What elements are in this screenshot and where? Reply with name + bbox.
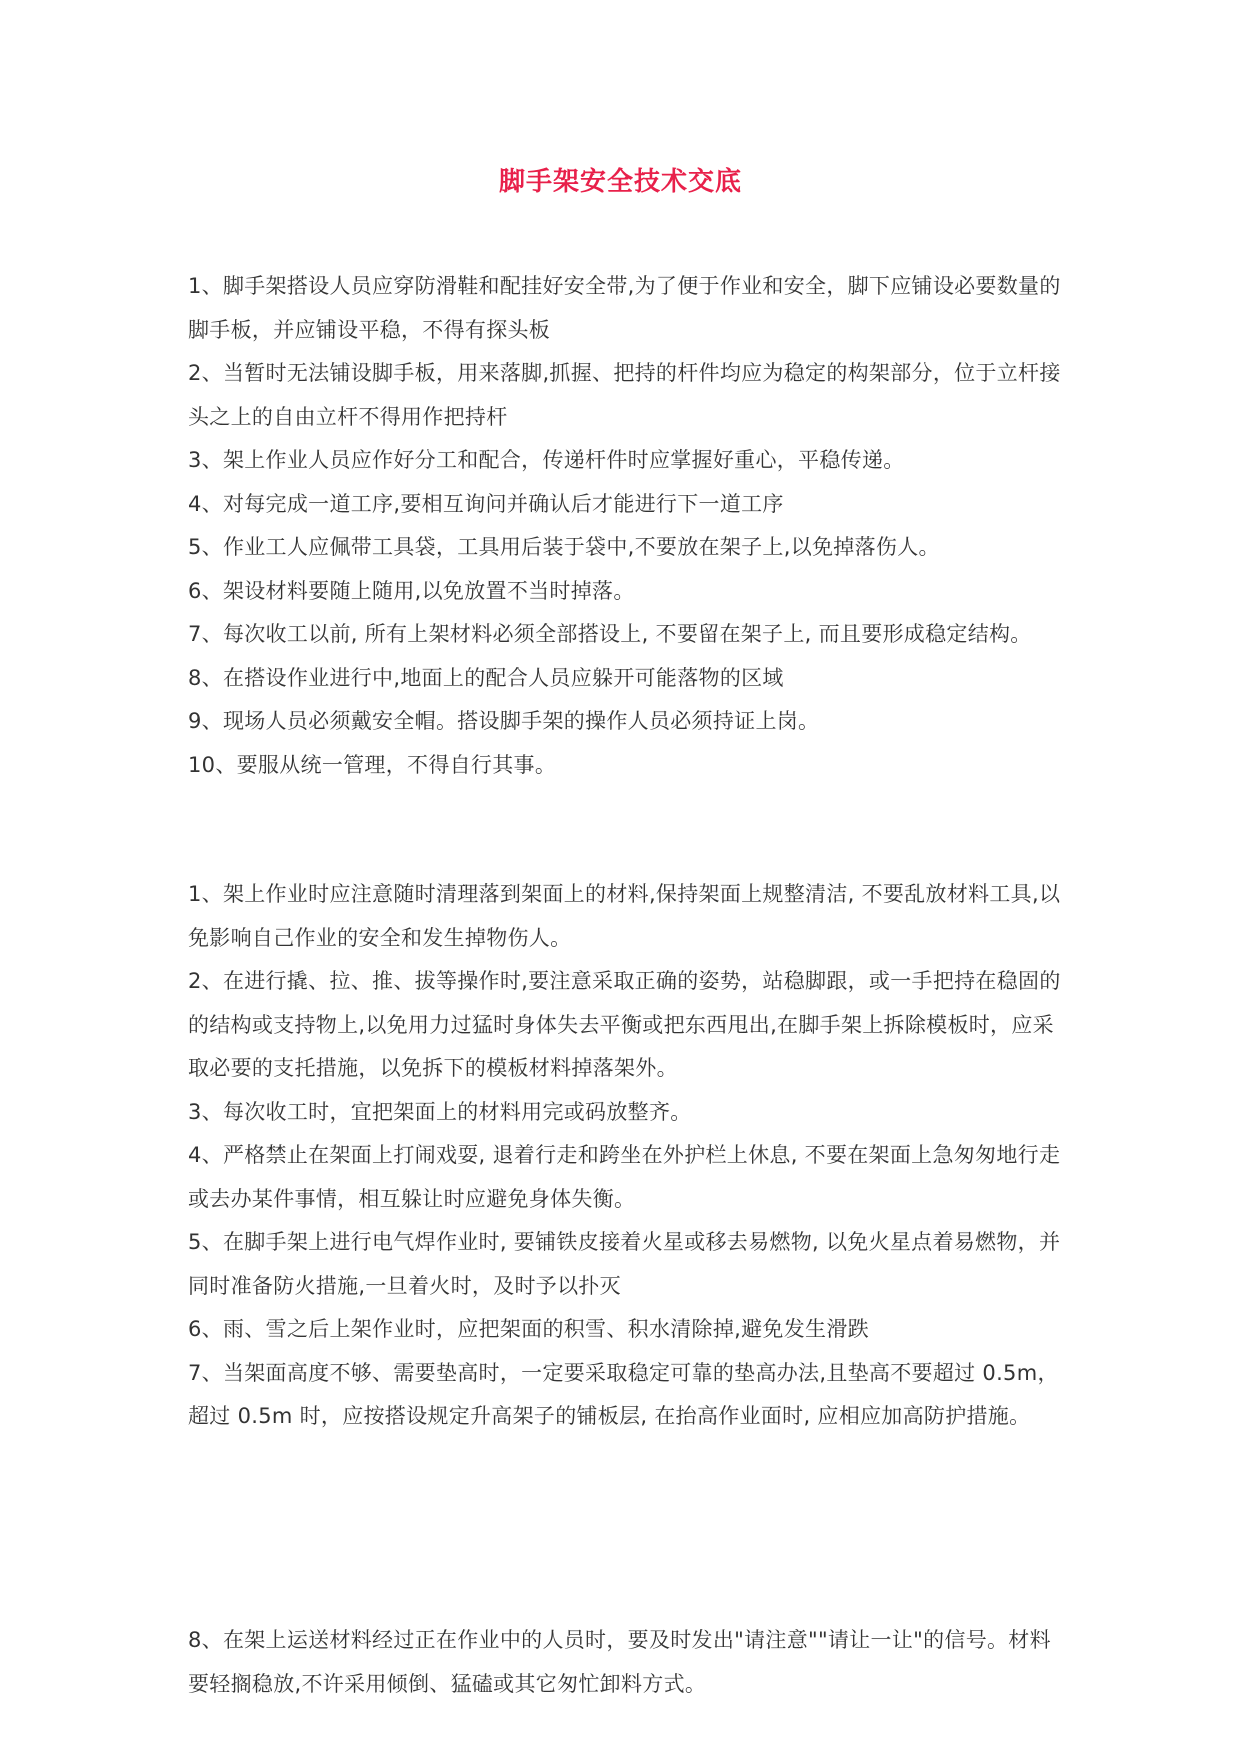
instruction-item: 8、在架上运送材料经过正在作业中的人员时，要及时发出"请注意""请让一让"的信号。材料要轻搁稳放,不许采用倾倒、猛磕或其它匆忙卸料方式。 [188,1628,1051,1696]
instruction-item: 5、在脚手架上进行电气焊作业时, 要铺铁皮接着火星或移去易燃物, 以免火星点着易燃物，并同时准备防火措施,一旦着火时，及时予以扑灭 [188,1230,1061,1298]
instruction-section-3 [188,1619,1068,1706]
instruction-item: 1、架上作业时应注意随时清理落到架面上的材料,保持架面上规整清洁, 不要乱放材料工具,以免影响自己作业的安全和发生掉物伤人。 [188,882,1061,950]
instruction-item: 6、雨、雪之后上架作业时，应把架面的积雪、积水清除掉,避免发生滑跌 [188,1317,869,1341]
instruction-item: 3、每次收工时，宜把架面上的材料用完或码放整齐。 [188,1099,692,1124]
instruction-item: 10、要服从统一管理，不得自行其事。 [188,752,557,777]
instruction-item: 2、在进行撬、拉、推、拔等操作时,要注意采取正确的姿势，站稳脚跟，或一手把持在稳固的的结构或支持物上,以免用力过猛时身体失去平衡或把东西甩出,在脚手架上拆除模板时，应采取必要的支托措施，以免拆下的模板材料掉落架外。 [188,969,1061,1080]
document-title: 脚手架安全技术交底 [498,167,742,197]
instruction-item: 4、对每完成一道工序,要相互询问并确认后才能进行下一道工序 [188,491,784,516]
instruction-item: 4、严格禁止在架面上打闹戏耍, 退着行走和跨坐在外护栏上休息, 不要在架面上急匆匆地行走或去办某件事情，相互躲让时应避免身体失衡。 [188,1143,1061,1211]
instruction-item: 7、每次收工以前, 所有上架材料必须全部搭设上, 不要留在架子上, 而且要形成稳定结构。 [188,622,1032,646]
instruction-item: 2、当暂时无法铺设脚手板，用来落脚,抓握、把持的杆件均应为稳定的构架部分，位于立杆接头之上的自由立杆不得用作把持杆 [188,361,1061,429]
instruction-section-1 [188,265,1068,787]
instruction-item: 7、当架面高度不够、需要垫高时，一定要采取稳定可靠的垫高办法,且垫高不要超过 0.5m，超过 0.5m 时，应按搭设规定升高架子的铺板层, 在抬高作业面时, 应相应加高防护措施。 [188,1360,1059,1428]
instruction-item: 6、架设材料要随上随用,以免放置不当时掉落。 [188,578,635,603]
instruction-section-2 [188,873,1068,1439]
instruction-item: 5、作业工人应佩带工具袋，工具用后装于袋中,不要放在架子上,以免掉落伤人。 [188,535,940,559]
instruction-item: 9、现场人员必须戴安全帽。搭设脚手架的操作人员必须持证上岗。 [188,709,820,733]
instruction-item: 3、架上作业人员应作好分工和配合，传递杆件时应掌握好重心，平稳传递。 [188,448,905,472]
instruction-item: 1、脚手架搭设人员应穿防滑鞋和配挂好安全带,为了便于作业和安全，脚下应铺设必要数量的脚手板，并应铺设平稳，不得有探头板 [188,274,1061,342]
instruction-item: 8、在搭设作业进行中,地面上的配合人员应躲开可能落物的区域 [188,665,784,690]
